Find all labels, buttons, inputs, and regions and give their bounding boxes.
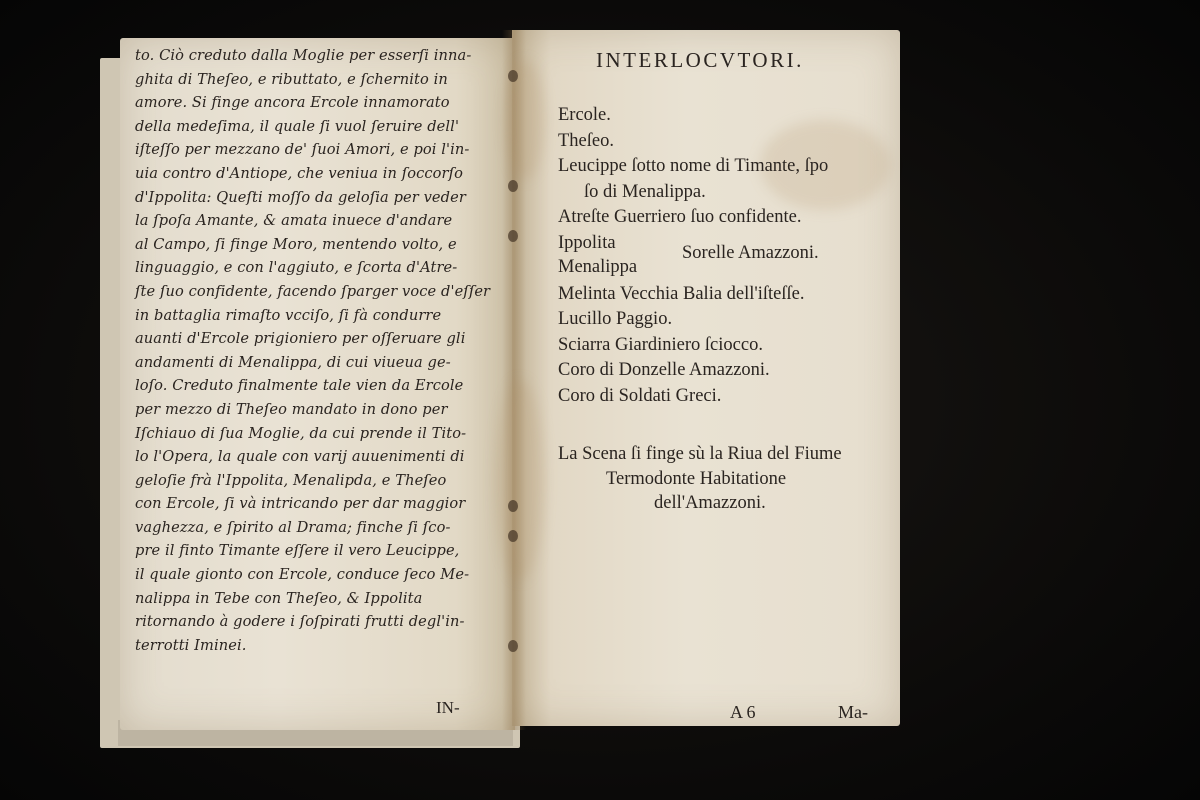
text-line: la ſpoſa Amante, & amata inuece d'andare — [135, 212, 453, 230]
character-menalippa: Menalippa — [558, 256, 638, 277]
character-theseo: Theſeo. — [558, 130, 614, 151]
binding-stitch — [508, 230, 518, 242]
character-lucillo: Lucillo Paggio. — [558, 309, 673, 329]
character-leucippe-cont: ſo di Menalippa. — [584, 181, 706, 202]
left-page-text — [135, 44, 495, 657]
stain — [495, 380, 545, 580]
text-line: della medeſima, il quale ſi vuol ſeruire dell' — [135, 117, 460, 135]
character-melinta: Melinta Vecchia Balia dell'iſteſſe. — [558, 283, 805, 304]
binding-stitch — [508, 640, 518, 652]
left-catchword: IN- — [436, 698, 460, 717]
text-line: vaghezza, e ſpirito al Drama; finche ſi ſco- — [135, 518, 451, 536]
text-line: ritornando à godere i ſoſpirati frutti degl'in- — [135, 613, 465, 631]
text-line: andamenti di Menalippa, di cui viueua ge- — [135, 353, 451, 371]
binding-stitch — [508, 530, 518, 542]
text-line: linguaggio, e con l'aggiuto, e ſcorta d'Atre- — [135, 259, 458, 277]
text-line: con Ercole, ſi và intricando per dar maggior — [135, 495, 466, 513]
character-ercole: Ercole. — [558, 105, 611, 125]
text-line: ſte ſuo confidente, facendo ſparger voce d'eſſer — [135, 282, 491, 300]
text-line: per mezzo di Theſeo mandato in dono per — [135, 400, 448, 418]
binding-stitch — [508, 70, 518, 82]
text-line: lo l'Opera, la quale con varij auuenimenti di — [135, 448, 465, 466]
text-line: terrotti Iminei. — [135, 636, 247, 654]
text-line: al Campo, ſi finge Moro, mentendo volto, e — [135, 235, 457, 253]
text-line: amore. Si finge ancora Ercole innamorato — [135, 94, 450, 112]
scene-line: dell'Amazzoni. — [654, 493, 766, 513]
binding-stitch — [508, 500, 518, 512]
text-line: Iſchiauo di ſua Moglie, da cui prende il Tito- — [135, 424, 467, 442]
page-heading: INTERLOCVTORI. — [596, 48, 804, 72]
character-leucippe: Leucippe ſotto nome di Timante, ſpo — [558, 156, 829, 176]
character-sorelle-note: Sorelle Amazzoni. — [682, 242, 819, 263]
scene-setting — [558, 442, 842, 516]
text-line: il quale gionto con Ercole, conduce ſeco Me- — [135, 566, 470, 584]
character-coro-donzelle: Coro di Donzelle Amazzoni. — [558, 360, 770, 380]
signature-mark: A 6 — [730, 702, 756, 722]
scene-line: La Scena ſi finge sù la Riua del Fiume — [558, 444, 842, 464]
text-line: nalippa in Tebe con Theſeo, & Ippolita — [135, 589, 423, 607]
character-coro-soldati: Coro di Soldati Greci. — [558, 385, 722, 406]
character-ippolita: Ippolita — [558, 232, 616, 253]
text-line: iſteſſo per mezzano de' ſuoi Amori, e poi l'in- — [135, 141, 470, 159]
character-pair-amazons — [558, 231, 828, 282]
character-list — [558, 103, 828, 409]
text-line: uia contro d'Antiope, che veniua in ſoccorſo — [135, 164, 464, 182]
text-line: pre il finto Timante eſſere il vero Leucippe, — [135, 542, 460, 560]
text-line: auanti d'Ercole prigioniero per oſſeruare gli — [135, 330, 466, 348]
text-line: to. Ciò creduto dalla Moglie per esserſi inna- — [135, 47, 472, 64]
right-catchword: Ma- — [838, 702, 868, 722]
character-sciarra: Sciarra Giardiniero ſciocco. — [558, 334, 763, 355]
text-line: loſo. Creduto finalmente tale vien da Ercole — [135, 377, 464, 395]
scene-line: Termodonte Habitatione — [606, 468, 787, 489]
binding-stitch — [508, 180, 518, 192]
text-line: geloſie frà l'Ippolita, Menalipda, e Theſeo — [135, 471, 447, 489]
text-line: in battaglia rimaſto vcciſo, ſi fà condurre — [135, 306, 442, 324]
character-atreste: Atreſte Guerriero ſuo confidente. — [558, 207, 802, 227]
text-line: ghita di Theſeo, e ributtato, e ſchernito in — [135, 70, 448, 88]
text-line: d'Ippolita: Queſti moſſo da geloſia per veder — [135, 188, 466, 206]
